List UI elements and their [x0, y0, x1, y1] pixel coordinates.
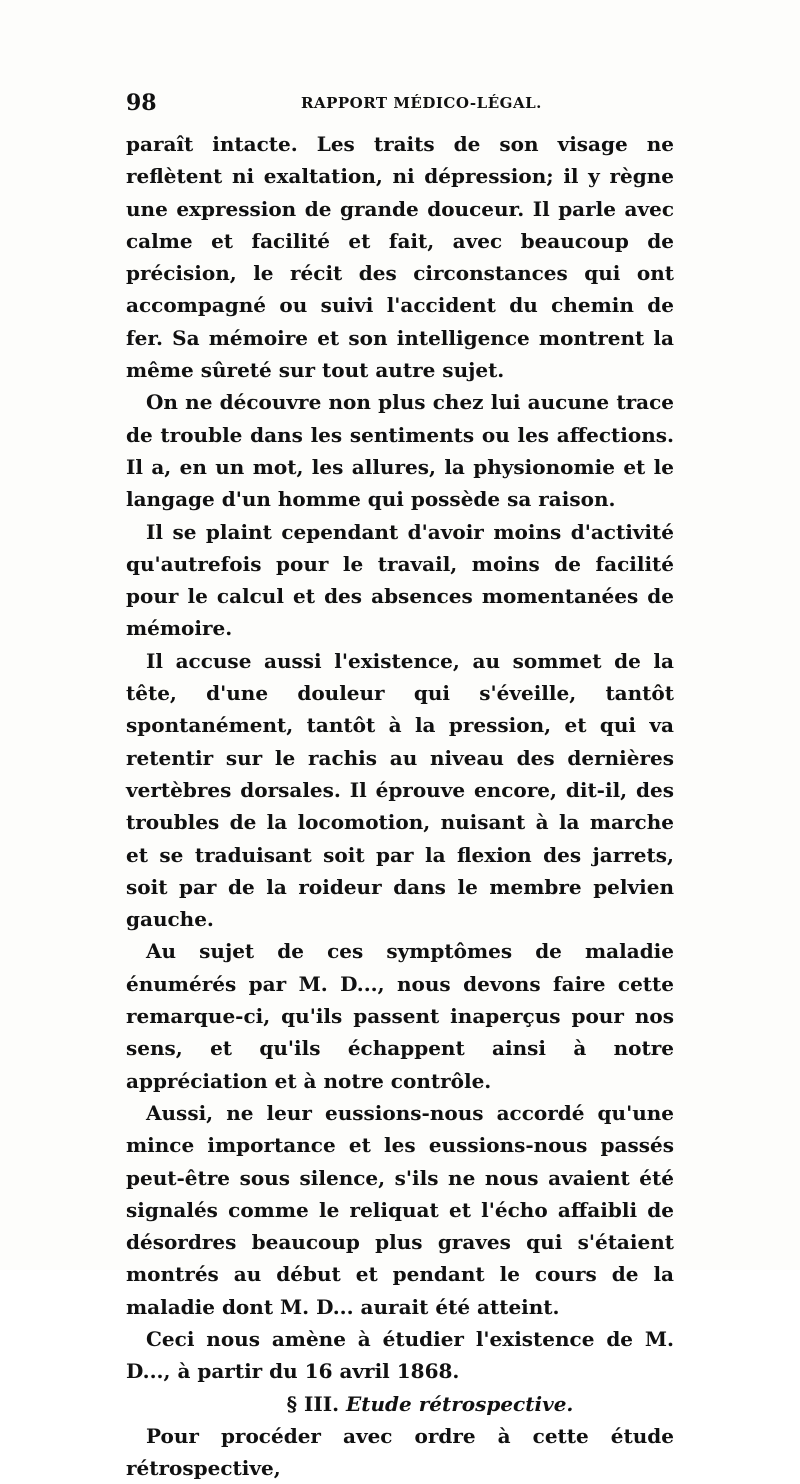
paragraph-1: paraît intacte. Les traits de son visage ne reflètent ni exaltation, ni dépression; il y règne une expression de grande douceur. Il parle avec calme et facilité et fait, avec beaucoup de précision, le récit des circonstances qui ont accompagné ou suivi l'accident du chemin de fer. Sa mémoire et son intelligence montrent la même sûreté sur tout autre sujet.	[126, 132, 674, 383]
paragraph-7: Ceci nous amène à étudier l'existence de M. D..., à partir du 16 avril 1868.	[126, 1326, 674, 1384]
running-head	[126, 90, 674, 116]
paragraph-6: Aussi, ne leur eussions-nous accordé qu'une mince importance et les eussions-nous passés peut-être sous silence, s'ils ne nous avaient été signalés comme le reliquat et l'écho affaibli de désordres beaucoup plus graves qui s'étaient montrés au début et pendant le cours de la maladie dont M. D... aurait été atteint.	[126, 1100, 674, 1319]
paragraph-2: On ne découvre non plus chez lui aucune trace de trouble dans les sentiments ou les affections. Il a, en un mot, les allures, la physionomie et le langage d'un homme qui possède sa raison.	[126, 390, 674, 512]
page-number: 98	[126, 90, 157, 116]
running-title: RAPPORT MÉDICO-LÉGAL.	[301, 94, 542, 112]
section-heading	[126, 1388, 674, 1420]
paragraph-5: Au sujet de ces symptômes de maladie énumérés par M. D..., nous devons faire cette remarque-ci, qu'ils passent inaperçus pour nos sens, et qu'ils échappent ainsi à notre appréciation et à notre contrôle.	[126, 939, 674, 1093]
body-text	[126, 128, 674, 1484]
paragraph-3: Il se plaint cependant d'avoir moins d'activité qu'autrefois pour le travail, moins de facilité pour le calcul et des absences momentanées de mémoire.	[126, 519, 674, 641]
section-number: § III.	[286, 1391, 340, 1416]
paragraph-4: Il accuse aussi l'existence, au sommet de la tête, d'une douleur qui s'éveille, tantôt spontanément, tantôt à la pression, et qui va retentir sur le rachis au niveau des dernières vertèbres dorsales. Il éprouve encore, dit-il, des troubles de la locomotion, nuisant à la marche et se traduisant soit par la flexion des jarrets, soit par de la roideur dans le membre pelvien gauche.	[126, 648, 674, 932]
section-title: Etude rétrospective.	[346, 1391, 574, 1416]
paragraph-8: Pour procéder avec ordre à cette étude rétrospective,	[126, 1423, 674, 1481]
